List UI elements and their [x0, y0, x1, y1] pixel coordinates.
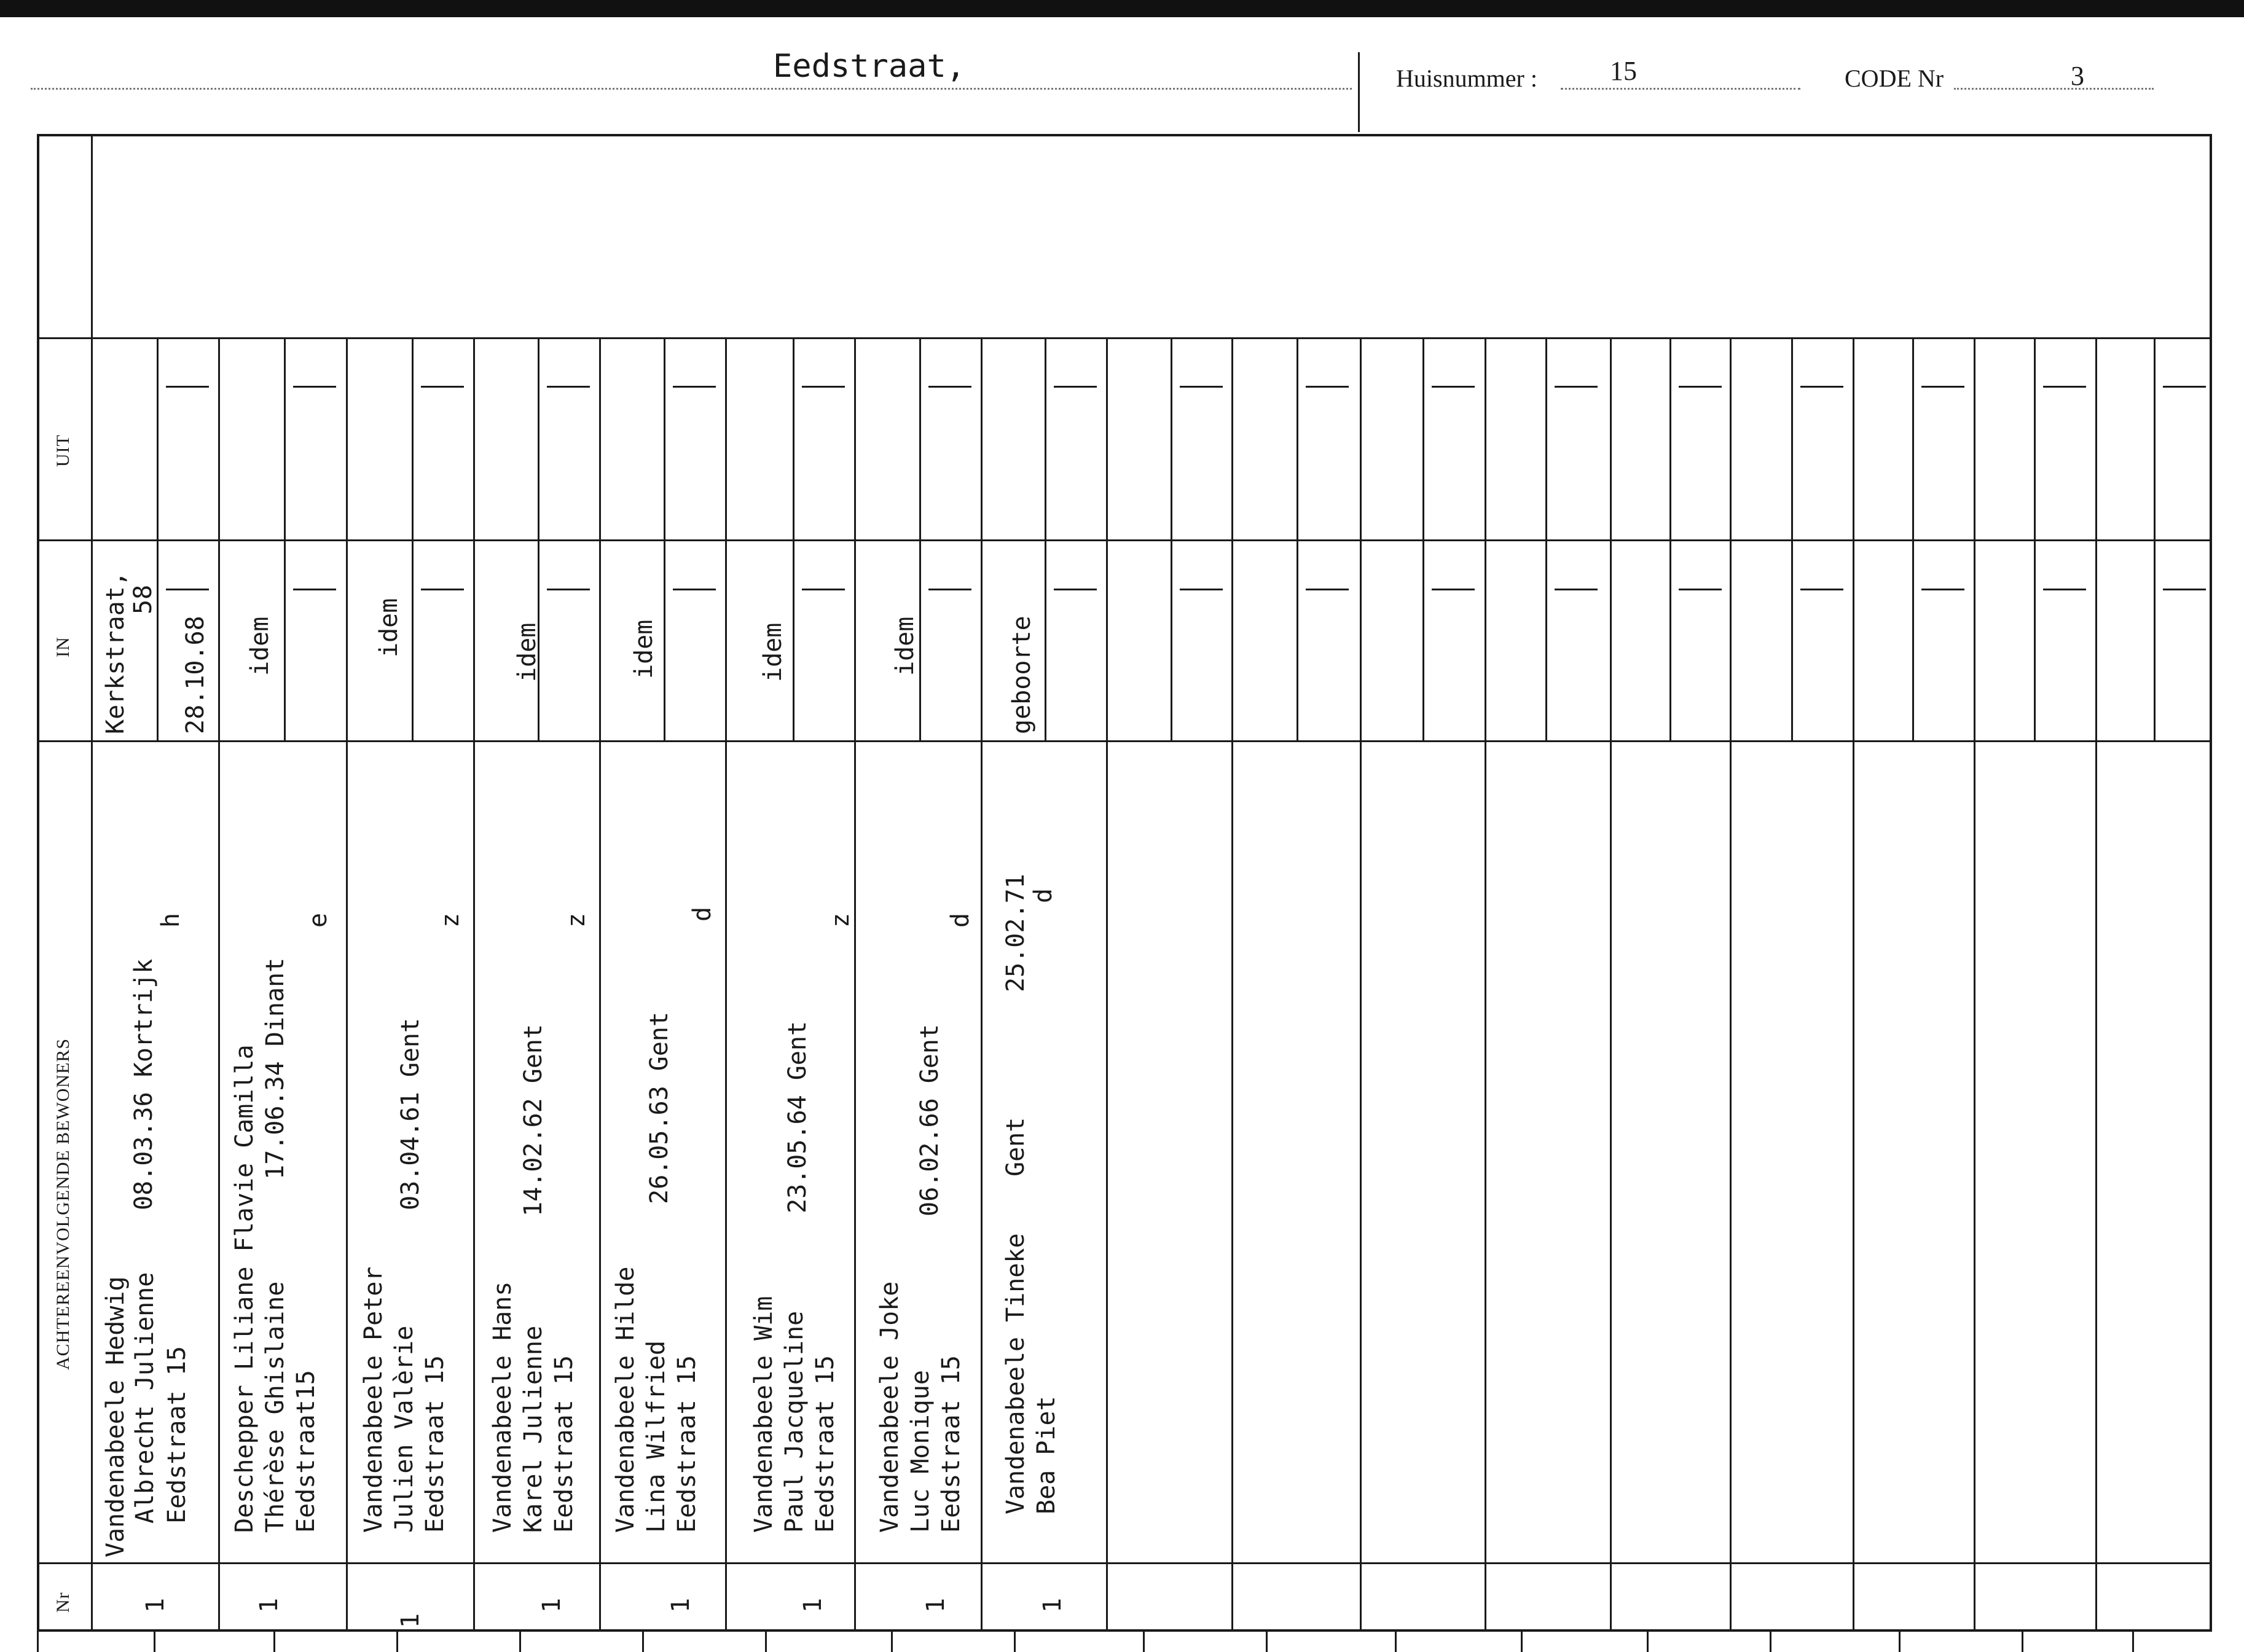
- column-divider: [1610, 337, 1612, 1632]
- bottom-tick: [1395, 1632, 1397, 1652]
- empty-dash: [293, 589, 336, 590]
- sub-column-divider: [412, 337, 414, 740]
- resident-5-address: Eedstraat 15: [673, 1355, 701, 1533]
- bottom-tick: [37, 1632, 39, 1652]
- sub-column-divider: [1045, 337, 1046, 740]
- in-band-divider: [37, 740, 2212, 742]
- resident-4-mark: z: [562, 912, 590, 928]
- sub-column-divider: [793, 337, 794, 740]
- resident-1-nr: 1: [141, 1597, 170, 1613]
- empty-dash: [1921, 386, 1964, 388]
- resident-3-given: Julien Valèrie: [390, 1325, 418, 1533]
- empty-dash: [421, 386, 464, 388]
- bottom-tick: [2022, 1632, 2023, 1652]
- resident-8-nr: 1: [1038, 1597, 1067, 1613]
- street-dotted-line: [31, 88, 1352, 90]
- empty-dash: [166, 386, 209, 388]
- empty-dash: [802, 386, 845, 388]
- empty-dash: [928, 386, 971, 388]
- column-divider: [981, 337, 983, 1632]
- code-number-value: 3: [2071, 61, 2084, 91]
- bottom-tick: [1014, 1632, 1016, 1652]
- uit-label: UIT: [53, 434, 73, 467]
- resident-3-address: Eedstraat 15: [421, 1355, 449, 1533]
- column-divider: [1231, 337, 1233, 1632]
- bottom-tick: [396, 1632, 398, 1652]
- bottom-tick: [1143, 1632, 1145, 1652]
- resident-2-in-place: idem: [246, 616, 274, 676]
- resident-6-head: Vandenabeele Wim: [750, 1296, 778, 1533]
- resident-4-in-place: idem: [513, 622, 541, 682]
- column-divider: [1730, 337, 1732, 1632]
- header-divider: [1358, 52, 1360, 132]
- resident-5-mark: d: [688, 906, 716, 922]
- sub-column-divider: [2154, 337, 2156, 740]
- bottom-tick: [891, 1632, 893, 1652]
- resident-3-mark: z: [436, 912, 465, 928]
- resident-5-in-place: idem: [630, 619, 658, 679]
- bottom-tick: [1770, 1632, 1771, 1652]
- resident-4-nr: 1: [538, 1597, 566, 1613]
- code-dotted-line: [1954, 88, 2154, 90]
- empty-dash: [293, 386, 336, 388]
- column-divider: [346, 337, 348, 1632]
- house-number-label: Huisnummer :: [1396, 65, 1537, 92]
- resident-7-given: Luc Monique: [906, 1370, 935, 1533]
- sub-column-divider: [1545, 337, 1547, 740]
- house-number-dotted-line: [1561, 88, 1800, 90]
- resident-6-nr: 1: [799, 1597, 827, 1613]
- sub-column-divider: [664, 337, 665, 740]
- empty-dash: [1921, 589, 1964, 590]
- resident-1-in-place: Kerkstraat,: [101, 571, 130, 734]
- uit-band-divider: [37, 539, 2212, 541]
- resident-5-nr: 1: [667, 1597, 695, 1613]
- empty-dash: [2043, 589, 2086, 590]
- bottom-tick: [273, 1632, 275, 1652]
- nr-band-divider: [37, 1562, 2212, 1564]
- column-divider: [1974, 337, 1975, 1632]
- resident-7-in-place: idem: [891, 616, 919, 676]
- column-divider: [2095, 337, 2097, 1632]
- resident-6-birth: 23.05.64 Gent: [783, 1020, 812, 1213]
- resident-2-given: Thérèse Ghislaine: [261, 1281, 289, 1533]
- in-label: IN: [53, 636, 73, 657]
- sub-column-divider: [1297, 337, 1298, 740]
- bottom-tick: [1266, 1632, 1268, 1652]
- bottom-tick: [519, 1632, 521, 1652]
- resident-1-mark: h: [157, 912, 185, 928]
- sub-column-divider: [2034, 337, 2036, 740]
- resident-1-address: Eedstraat 15: [163, 1346, 191, 1524]
- resident-4-head: Vandenabeele Hans: [488, 1281, 517, 1533]
- empty-dash: [1306, 386, 1349, 388]
- sub-column-divider: [1422, 337, 1424, 740]
- resident-8-head: Vandenabeele Tineke: [1002, 1233, 1030, 1514]
- empty-dash: [1679, 589, 1722, 590]
- resident-3-in-place: idem: [375, 598, 403, 657]
- resident-2-mark: e: [304, 912, 332, 928]
- resident-8-birth: 25.02.71: [1002, 874, 1030, 992]
- resident-2-birth: 17.06.34 Dinant: [261, 957, 289, 1180]
- empty-dash: [1432, 386, 1475, 388]
- bottom-tick: [1647, 1632, 1649, 1652]
- resident-2-nr: 1: [255, 1597, 283, 1613]
- bottom-tick: [154, 1632, 155, 1652]
- empty-dash: [1679, 386, 1722, 388]
- empty-dash: [802, 589, 845, 590]
- scan-top-edge: [0, 0, 2244, 17]
- empty-dash: [166, 589, 209, 590]
- bottom-tick: [642, 1632, 644, 1652]
- resident-2-head: Deschepper Liliane Flavie Camilla: [230, 1044, 259, 1533]
- resident-3-nr: 1: [396, 1613, 425, 1628]
- resident-1-head: Vandenabeele Hedwig: [101, 1276, 130, 1557]
- resident-8-in-place: geboorte: [1008, 616, 1036, 734]
- label-column-divider: [91, 134, 93, 1632]
- empty-dash: [1432, 589, 1475, 590]
- empty-dash: [928, 589, 971, 590]
- resident-7-nr: 1: [922, 1597, 950, 1613]
- column-divider: [473, 337, 475, 1632]
- resident-6-in-place: idem: [759, 622, 787, 682]
- column-divider: [218, 337, 220, 1632]
- sub-column-divider: [1791, 337, 1793, 740]
- bottom-tick: [2132, 1632, 2134, 1652]
- empty-dash: [2043, 386, 2086, 388]
- street-name: Eedstraat,: [773, 48, 966, 85]
- bottom-tick: [1899, 1632, 1901, 1652]
- resident-4-birth: 14.02.62 Gent: [519, 1024, 547, 1216]
- bottom-tick: [1521, 1632, 1523, 1652]
- resident-8-birth-place: Gent: [1002, 1117, 1030, 1176]
- resident-6-mark: z: [826, 912, 855, 928]
- column-divider: [1360, 337, 1362, 1632]
- column-divider: [1485, 337, 1486, 1632]
- empty-dash: [1800, 386, 1843, 388]
- resident-7-address: Eedstraat 15: [937, 1355, 965, 1533]
- resident-3-head: Vandenabeele Peter: [359, 1266, 388, 1533]
- resident-8-given: Bea Piet: [1032, 1396, 1061, 1514]
- sub-column-divider: [157, 337, 159, 740]
- empty-dash: [2163, 386, 2206, 388]
- empty-dash: [1054, 589, 1097, 590]
- empty-dash: [1555, 589, 1598, 590]
- resident-1-in-date: 28.10.68: [181, 616, 210, 734]
- house-number-value: 15: [1610, 56, 1637, 86]
- resident-1-birth: 08.03.36 Kortrijk: [130, 958, 158, 1210]
- column-divider: [599, 337, 601, 1632]
- resident-1-in-number: 58: [129, 584, 157, 614]
- empty-dash: [1555, 386, 1598, 388]
- resident-3-birth: 03.04.61 Gent: [396, 1017, 425, 1210]
- empty-dash: [1180, 589, 1223, 590]
- sub-column-divider: [1669, 337, 1671, 740]
- column-divider: [725, 337, 727, 1632]
- resident-7-head: Vandenabeele Joke: [876, 1281, 904, 1533]
- empty-dash: [2163, 589, 2206, 590]
- sub-column-divider: [1912, 337, 1914, 740]
- column-divider: [854, 337, 856, 1632]
- column-divider: [1853, 337, 1854, 1632]
- code-label: CODE Nr: [1845, 65, 1944, 92]
- empty-dash: [1306, 589, 1349, 590]
- resident-8-mark: d: [1029, 888, 1057, 903]
- sub-column-divider: [284, 337, 286, 740]
- column-divider: [1106, 337, 1108, 1632]
- resident-5-head: Vandenabeele Hilde: [611, 1266, 640, 1533]
- empty-dash: [1800, 589, 1843, 590]
- empty-dash: [673, 589, 716, 590]
- resident-7-mark: d: [946, 912, 975, 928]
- resident-4-given: Karel Julienne: [519, 1325, 547, 1533]
- bottom-tick: [765, 1632, 767, 1652]
- sub-column-divider: [919, 337, 921, 740]
- nr-label: Nr: [53, 1592, 73, 1613]
- empty-dash: [421, 589, 464, 590]
- resident-2-address: Eedstraat15: [292, 1370, 320, 1533]
- empty-dash: [673, 386, 716, 388]
- bewoners-label: ACHTEREENVOLGENDE BEWONERS: [53, 1038, 73, 1370]
- resident-1-given: Albrecht Julienne: [131, 1272, 159, 1524]
- resident-5-given: Lina Wilfried: [642, 1340, 670, 1533]
- resident-6-given: Paul Jacqueline: [780, 1310, 809, 1533]
- empty-dash: [1180, 386, 1223, 388]
- empty-dash: [547, 589, 590, 590]
- sub-column-divider: [1171, 337, 1172, 740]
- resident-4-address: Eedstraat 15: [550, 1355, 578, 1533]
- resident-6-address: Eedstraat 15: [811, 1355, 839, 1533]
- empty-dash: [547, 386, 590, 388]
- top-band-divider: [37, 337, 2212, 339]
- resident-5-birth: 26.05.63 Gent: [645, 1011, 673, 1204]
- resident-7-birth: 06.02.66 Gent: [916, 1024, 944, 1216]
- empty-dash: [1054, 386, 1097, 388]
